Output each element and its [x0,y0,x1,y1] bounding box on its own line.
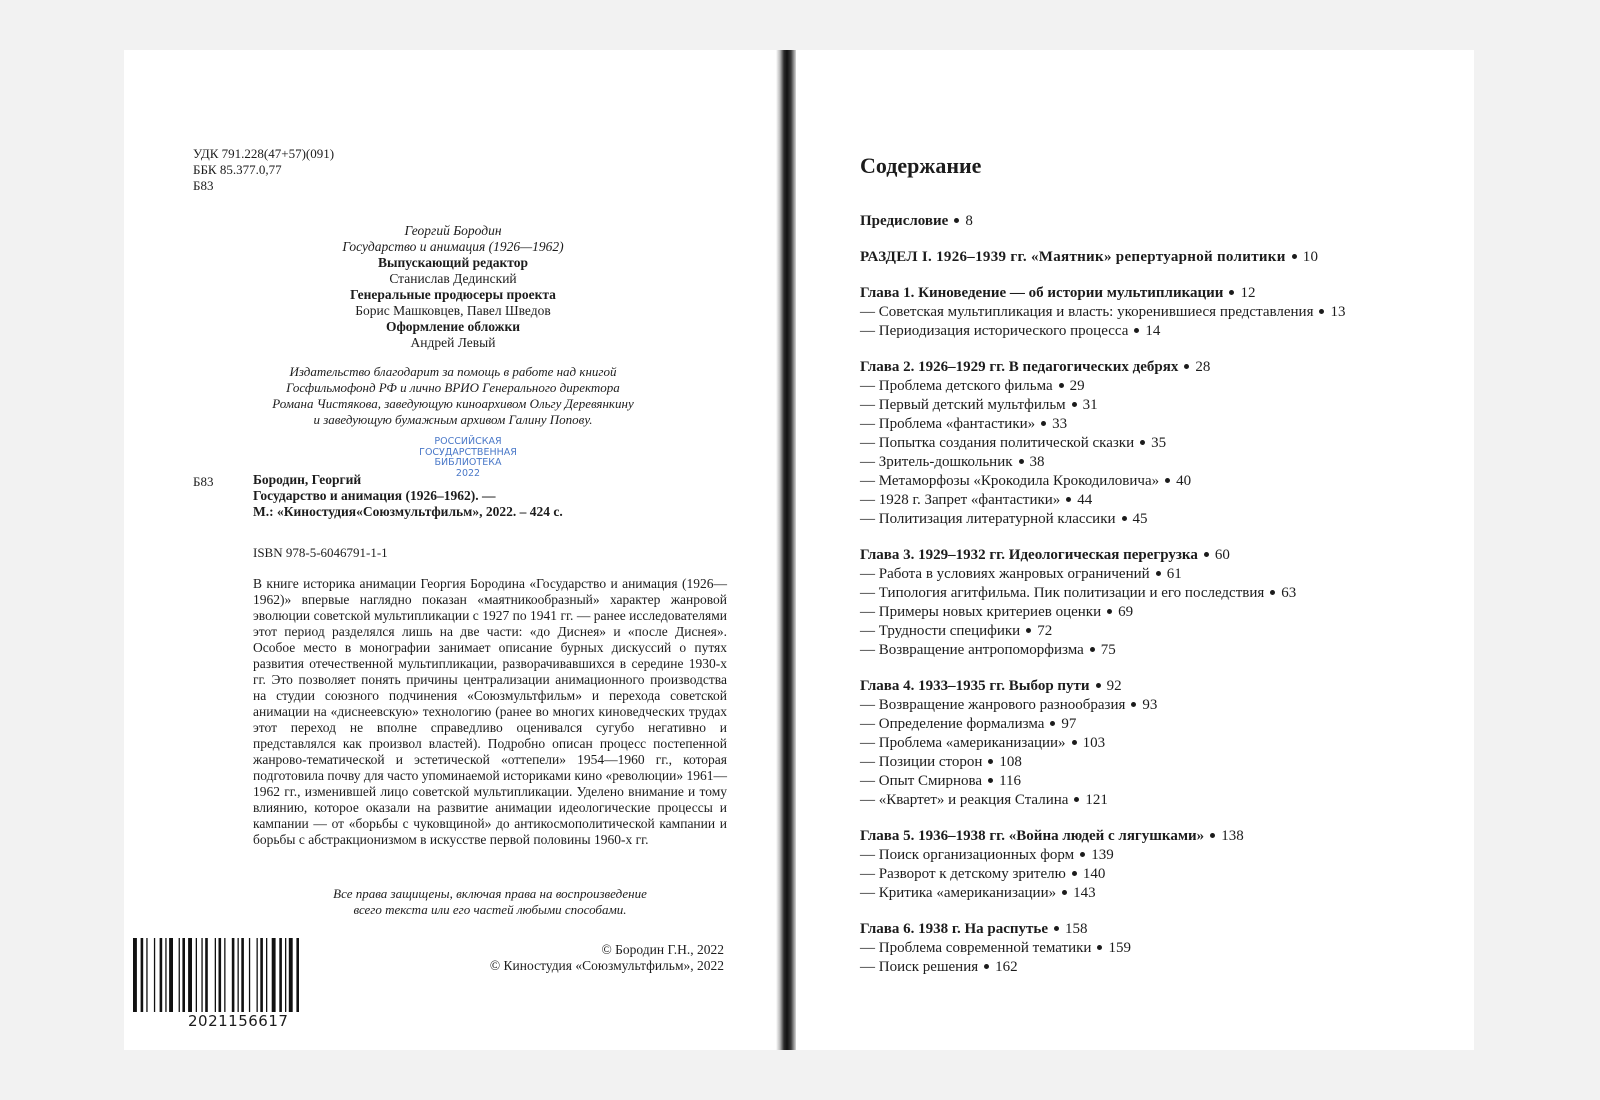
bullet-dot-icon [988,759,993,764]
credits-editor-label: Выпускающий редактор [377,255,528,270]
toc-page-number: 75 [1100,642,1116,658]
toc-subentry [860,772,1460,791]
toc-subentry [860,641,1460,660]
toc-heading-entry [860,827,1460,846]
bullet-dot-icon [1184,364,1189,369]
toc-entry-text: — Критика «американизации» [860,885,1057,901]
toc-subentry [860,453,1460,472]
toc-page-number: 92 [1106,678,1122,694]
stamp-line: ГОСУДАРСТВЕННАЯ [419,446,517,458]
toc-entry-text: — Типология агитфильма. Пик политизации и его последствия [860,585,1265,601]
bullet-dot-icon [1140,440,1145,445]
barcode-bar [232,938,235,1012]
toc-entry-text: РАЗДЕЛ I. 1926–1939 гг. «Маятник» репертуарной политики [860,249,1286,265]
toc-page-number: 72 [1037,623,1053,639]
bullet-dot-icon [1096,683,1101,688]
credits-cover-name: Андрей Левый [410,335,496,350]
toc-entry-text: Глава 5. 1936–1938 гг. «Война людей с лягушками» [860,828,1205,844]
toc-subentry [860,322,1460,341]
toc-heading-entry [860,284,1460,303]
toc-subentry [860,584,1460,603]
toc-subentry [860,696,1460,715]
toc-page-number: 162 [995,959,1018,975]
toc-entry-text: — Проблема «американизации» [860,735,1066,751]
barcode-bar [279,938,282,1012]
bullet-dot-icon [1062,890,1067,895]
toc-entry-text: Глава 6. 1938 г. На распутье [860,921,1049,937]
bullet-dot-icon [1059,383,1064,388]
bullet-dot-icon [984,964,989,969]
toc-page-number: 33 [1052,416,1068,432]
toc-page-number: 28 [1195,359,1211,375]
bullet-dot-icon [1319,309,1324,314]
toc-entry-text: — Работа в условиях жанровых ограничений [860,566,1150,582]
credits-book-title: Государство и анимация (1926—1962) [342,239,564,254]
bullet-dot-icon [1026,628,1031,633]
barcode-bar [241,938,244,1012]
book-spine [776,50,796,1050]
author-mark-line: Б83 [193,178,214,193]
toc-spacer [860,231,1460,248]
stamp-line: 2022 [455,467,481,479]
barcode-image [133,938,343,1018]
barcode-bar [169,938,173,1012]
toc-spacer [860,903,1460,920]
toc-entry-text: — Опыт Смирнова [860,773,983,789]
barcode-bar [201,938,202,1012]
toc-spacer [860,529,1460,546]
bullet-dot-icon [1054,926,1059,931]
rights-line: всего текста или его частей любыми способами. [353,902,627,917]
toc-subentry [860,565,1460,584]
toc-entry-text: — Поиск организационных форм [860,847,1075,863]
toc-entry-text: — Попытка создания политической сказки [860,435,1135,451]
thanks-line: Издательство благодарит за помощь в работе над книгой [289,364,617,379]
toc-page-number: 14 [1145,323,1161,339]
bullet-dot-icon [1156,571,1161,576]
toc-heading-entry [860,920,1460,939]
toc-page-number: 158 [1065,921,1088,937]
toc-page-number: 103 [1082,735,1106,751]
bullet-dot-icon [1210,833,1215,838]
toc-subentry [860,510,1460,529]
toc-subentry [860,303,1460,322]
biblio-code: Б83 [193,474,214,489]
toc-page-number: 138 [1221,828,1244,844]
toc-page-number: 60 [1214,547,1230,563]
toc-page-number: 44 [1077,492,1093,508]
stamp-line: РОССИЙСКАЯ [434,436,502,447]
barcode-number: 2021156617 [188,1012,289,1030]
bullet-dot-icon [988,778,993,783]
udk-line: УДК 791.228(47+57)(091) [193,146,335,161]
barcode-bar [238,938,239,1012]
toc-entry-text: — Проблема современной тематики [860,940,1092,956]
barcode-bar [133,938,137,1012]
barcode-bar [196,938,197,1012]
bullet-dot-icon [1072,402,1077,407]
toc-entry-text: — Проблема «фантастики» [860,416,1036,432]
toc-entry-text: Предисловие [860,213,949,229]
table-of-contents [860,212,1460,977]
toc-page-number: 45 [1132,511,1148,527]
copyright-line: © Бородин Г.Н., 2022 [601,942,724,957]
toc-spacer [860,810,1460,827]
toc-subentry [860,472,1460,491]
barcode-bar [285,938,286,1012]
bullet-dot-icon [1090,647,1095,652]
barcode-bar [141,938,144,1012]
bullet-dot-icon [1122,516,1127,521]
toc-entry-text: Глава 4. 1933–1935 гг. Выбор пути [860,678,1090,694]
barcode-bar [160,938,163,1012]
toc-entry-text: — Советская мультипликация и власть: укоренившиеся представления [860,304,1314,320]
biblio-line: Государство и анимация (1926–1962). — [253,488,496,503]
barcode-bar [249,938,250,1012]
toc-page-number: 139 [1091,847,1114,863]
toc-page-number: 121 [1085,792,1108,808]
stamp-line: БИБЛИОТЕКА [434,457,502,468]
toc-entry-text: — Метаморфозы «Крокодила Крокодиловича» [860,473,1160,489]
toc-page-number: 38 [1029,454,1045,470]
toc-entry-text: — 1928 г. Запрет «фантастики» [860,492,1061,508]
toc-page-number: 159 [1108,940,1131,956]
toc-subentry [860,715,1460,734]
bullet-dot-icon [1072,871,1077,876]
toc-page-number: 12 [1240,285,1256,301]
barcode-bar [146,938,147,1012]
bullet-dot-icon [1072,740,1077,745]
barcode-bar [289,938,293,1012]
toc-entry-text: — Политизация литературной классики [860,511,1116,527]
barcode-bar [188,938,192,1012]
thanks-line: и заведующую бумажным архивом Галину Попову. [313,412,593,427]
copyright-line: © Киностудия «Союзмультфильм», 2022 [489,958,724,973]
toc-subentry [860,396,1460,415]
barcode-bar [165,938,166,1012]
barcode-bar [260,938,263,1012]
barcode-bar [296,938,299,1012]
credits-editor-name: Станислав Дединский [389,271,517,286]
bullet-dot-icon [1066,497,1071,502]
credits-cover-label: Оформление обложки [385,319,521,334]
credits-producers-label: Генеральные продюсеры проекта [350,287,556,302]
toc-entry-text: — Поиск решения [860,959,979,975]
toc-subentry [860,434,1460,453]
bullet-dot-icon [1107,609,1112,614]
toc-page-number: 63 [1281,585,1297,601]
toc-page-number: 61 [1166,566,1182,582]
isbn: ISBN 978-5-6046791-1-1 [253,545,388,560]
toc-subentry [860,958,1460,977]
toc-entry-text: — Позиции сторон [860,754,983,770]
toc-heading-entry [860,212,1460,231]
toc-entry-text: — Первый детский мультфильм [860,397,1066,413]
biblio-line: Бородин, Георгий [253,472,362,487]
credits-author: Георгий Бородин [404,223,502,238]
bullet-dot-icon [954,218,959,223]
toc-heading-entry [860,248,1460,267]
toc-subentry [860,377,1460,396]
bullet-dot-icon [1165,478,1170,483]
barcode-bar [154,938,155,1012]
toc-page-number: 35 [1151,435,1167,451]
toc-page-number: 40 [1176,473,1192,489]
toc-heading-entry [860,546,1460,565]
bullet-dot-icon [1204,552,1209,557]
toc-entry-text: Глава 1. Киноведение — об истории мультипликации [860,285,1224,301]
bullet-dot-icon [1292,254,1297,259]
toc-page-number: 10 [1302,249,1319,265]
toc-page-number: 140 [1082,866,1106,882]
bullet-dot-icon [1131,702,1136,707]
toc-page-number: 13 [1330,304,1346,320]
toc-subentry [860,622,1460,641]
rights-line: Все права защищены, включая права на воспроизведение [333,886,647,901]
copyright-block [440,942,724,974]
toc-entry-text: — «Квартет» и реакция Сталина [860,792,1069,808]
barcode-bar [266,938,267,1012]
toc-page-number: 69 [1118,604,1134,620]
toc-subentry [860,491,1460,510]
toc-subentry [860,846,1460,865]
toc-entry-text: — Разворот к детскому зрителю [860,866,1066,882]
toc-subentry [860,753,1460,772]
bullet-dot-icon [1050,721,1055,726]
thanks-line: Романа Чистякова, заведующую киноархивом Ольгу Деревянкину [272,396,634,411]
toc-entry-text: — Периодизация исторического процесса [860,323,1129,339]
toc-subentry [860,865,1460,884]
barcode-bar [224,938,225,1012]
rights-notice [253,886,727,918]
bullet-dot-icon [1229,290,1234,295]
toc-page-number: 97 [1061,716,1077,732]
toc-heading-entry [860,677,1460,696]
barcode-bar [257,938,258,1012]
toc-subentry [860,603,1460,622]
toc-page-number: 143 [1073,885,1096,901]
toc-page-number: 29 [1069,378,1085,394]
biblio-line: М.: «Киностудия«Союзмультфильм», 2022. – 424 с. [253,504,563,519]
bullet-dot-icon [1134,328,1139,333]
toc-subentry [860,791,1460,810]
abstract-text: В книге историка анимации Георгия Бородина «Государство и анимация (1926—1962)» впервые наглядно показан «маятникообразный» характер жанровой эволюции советской мультипликации с 1927 по 1941 гг. — ранее исследователями этот период разделялся лишь на две части: «до Диснея» и «после Диснея». Особое место в монографии занимает описание бурных дискуссий о путях развития отечественной мультипликации, разворачивавшихся в середине 1930-х гг. Это позволяет понять причины централизации анимационного производства на студии союзного подчинения «Союзмультфильм» и перехода советской анимации на «диснеевскую» технологию (ранее во многих киноведческих трудах этот переход не вполне справедливо оценивался сугубо негативно и представлялся как произвол властей). Подробно описан процесс постепенной жанрово-тематической и эстетической «оттепели» 1954—1960 гг., которая подготовила почву для часто упоминаемой историками кино «революции» 1961—1962 гг., изменившей лицо советской мультипликации. Уделено внимание и тому влиянию, которое оказали на развитие анимации идеологические процессы и кампании — от «борьбы с чуковщиной» до антикосмополитической кампании и борьбы с абстракционизмом в искусстве первой половины 1960-х гг. [253,576,727,847]
barcode-bar [182,938,185,1012]
toc-spacer [860,267,1460,284]
barcode-bar [179,938,180,1012]
thanks-line: Госфильмофонд РФ и лично ВРИО Генерального директора [286,380,620,395]
toc-heading-entry [860,358,1460,377]
toc-subentry [860,939,1460,958]
toc-spacer [860,341,1460,358]
toc-entry-text: — Проблема детского фильма [860,378,1053,394]
toc-subentry [860,734,1460,753]
toc-subentry [860,884,1460,903]
toc-entry-text: Глава 3. 1929–1932 гг. Идеологическая перегрузка [860,547,1198,563]
toc-entry-text: — Зритель-дошкольник [860,454,1013,470]
toc-page-number: 108 [999,754,1022,770]
toc-subentry [860,415,1460,434]
bullet-dot-icon [1019,459,1024,464]
toc-entry-text: — Возвращение антропоморфизма [860,642,1084,658]
toc-entry-text: — Трудности специфики [860,623,1021,639]
toc-entry-text: — Определение формализма [860,716,1045,732]
bibliographic-record [253,472,723,520]
toc-page-number: 93 [1142,697,1158,713]
bullet-dot-icon [1097,945,1102,950]
toc-entry-text: — Возвращение жанрового разнообразия [860,697,1126,713]
barcode-bar [205,938,208,1012]
toc-page-number: 8 [965,213,973,229]
toc-page-number: 116 [999,773,1022,789]
bullet-dot-icon [1041,421,1046,426]
bullet-dot-icon [1270,590,1275,595]
toc-entry-text: — Примеры новых критериев оценки [860,604,1102,620]
acknowledgements [238,364,668,428]
udk-block [193,146,334,194]
barcode-bar [219,938,222,1012]
toc-page-number: 31 [1082,397,1098,413]
toc-entry-text: Глава 2. 1926–1929 гг. В педагогических дебрях [860,359,1179,375]
barcode-bar [215,938,216,1012]
toc-title: Содержание [860,153,982,178]
credits-block [278,223,628,351]
bbk-line: ББК 85.377.0,77 [193,162,282,177]
barcode-bar [272,938,276,1012]
credits-producers-names: Борис Машковцев, Павел Шведов [355,303,551,318]
bullet-dot-icon [1074,797,1079,802]
toc-spacer [860,660,1460,677]
bullet-dot-icon [1080,852,1085,857]
